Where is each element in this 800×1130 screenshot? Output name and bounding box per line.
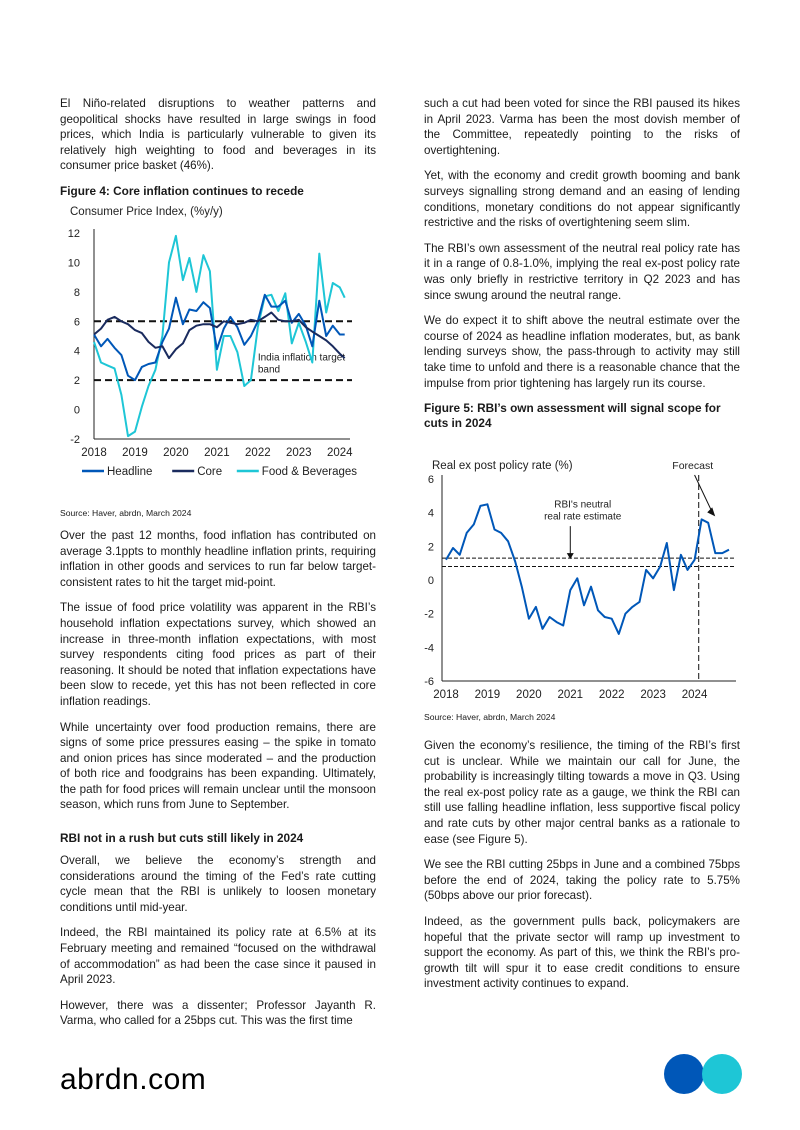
figure5-chart [424,435,740,701]
paragraph-timing: Given the economy’s resilience, the timing of the RBI’s first cut is unclear. While we maintain our call for June, the probability is increasingly tilting towards a move in Q3. Using the real ex-post policy rate as a gauge, we think the RBI can still use falling headline inflation, less supportive fiscal policy and rate cuts by other major central banks as a rationale to ease (see Figure 5). [424,739,740,846]
figure4-x-tick-6: 2024 [326,446,353,459]
section-heading: RBI not in a rush but cuts still likely in 2024 [60,831,304,846]
paragraph-overall: Overall, we believe the economy’s strength and considerations around the timing of the Fed’s rate cutting cycle mean that the RBI is unlikely to loosen monetary conditions until mid-year. [60,854,376,914]
figure5-forecast-label: Forecast [672,460,714,473]
figure4-y-tick-0: 12 [67,227,80,240]
figure4-x-tick-3: 2021 [204,446,230,459]
figure5-neutral-label-line2: real rate estimate [544,511,622,523]
figure4-y-axis-label: Consumer Price Index, (%y/y) [70,205,223,218]
figure5-neutral-label-line1: RBI's neutral [554,499,612,511]
brand-dot-cyan [702,1054,742,1094]
figure5-y-tick-6: -6 [424,676,434,689]
figure5-y-axis-label: Real ex post policy rate (%) [432,460,573,473]
figure5-x-tick-3: 2021 [557,689,584,702]
paragraph-cut-forecast: We see the RBI cutting 25bps in June and a combined 75bps before the end of 2024, taking the policy rate to 5.75% (50bps above our prior forecast). [424,858,740,903]
figure4-y-tick-2: 8 [73,286,80,299]
figure4-series-headline [94,295,345,380]
figure4-series-core [94,312,345,358]
paragraph-private-sector: Indeed, as the government pulls back, policymakers are hopeful that the private sector will ramp up investment to support the economy. As part of this, we think the RBI’s pro-growth tilt will spur it to ease credit conditions to ensure investment activity continues to expand. [424,915,740,991]
paragraph-credit-growth: Yet, with the economy and credit growth booming and bank surveys signalling strong demand and an easing of lending conditions, monetary conditions do not appear significantly restrictive and the risks of overtightening seem slim. [424,169,740,230]
figure4-y-tick-5: 2 [73,375,80,388]
paragraph-policy-rate: Indeed, the RBI maintained its policy rate at 6.5% at its February meeting and remained “focused on the withdrawal of accommodation” as had been the case since it paused in April 2023. [60,926,376,987]
figure4-y-tick-4: 4 [73,345,80,358]
paragraph-food-inflation: Over the past 12 months, food inflation has contributed on average 3.1ppts to monthly headline inflation prints, requiring inflation in other goods and services to run far below target-consistent rates to hit the target mid-point. [60,528,376,589]
figure4-x-tick-5: 2023 [286,446,312,459]
brand-dot-blue [664,1054,704,1094]
figure5-x-tick-2: 2020 [516,689,542,702]
figure4-x-tick-1: 2019 [122,446,148,459]
figure4-legend-label-1: Core [197,465,223,478]
figure4-series-food-beverages [94,236,345,436]
right-column [424,0,740,1002]
figure4-annotation-line2: band [257,364,281,376]
figure5-neutral-arrow-head [567,553,574,559]
figure5-y-tick-0: 6 [427,474,434,487]
intro-paragraph: El Niño-related disruptions to weather patterns and geopolitical shocks have resulted in large swings in food prices, which India is particularly vulnerable to given its relatively high weighting to food and beverages in its consumer price basket (46%). [60,97,376,173]
figure4-legend-label-2: Food & Beverages [261,465,358,478]
figure4-source: Source: Haver, abrdn, March 2024 [60,507,192,518]
figure4-x-tick-4: 2022 [245,446,271,459]
figure5-x-tick-1: 2019 [474,689,501,702]
figure5-x-tick-4: 2022 [598,689,625,702]
paragraph-neutral-rate: The RBI’s own assessment of the neutral real policy rate has it in a range of 0.8-1.0%, implying the real ex-post policy rate was only briefly in restrictive territory in Q2 2023 and has since swung around the neutral range. [424,241,740,302]
paragraph-dissenter: However, there was a dissenter; Professor Jayanth R. Varma, who called for a 25bps cut. This was the first time [60,998,376,1028]
figure4-x-tick-0: 2018 [81,446,107,459]
left-column [60,0,376,1039]
figure4-chart [60,203,376,503]
figure4-x-tick-2: 2020 [163,446,189,459]
figure5-forecast-arrow-head [707,507,715,516]
figure5-series-real-rate [446,504,729,634]
figure5-x-tick-6: 2024 [681,689,708,702]
paragraph-varma: such a cut had been voted for since the RBI paused its hikes in April 2023. Varma has been the most dovish member of the Committee, repeatedly pointing to the risks of overtightening. [424,97,740,157]
footer-logo: abrdn.com [60,1063,207,1096]
figure4-y-tick-3: 6 [73,316,80,329]
paragraph-food-production: While uncertainty over food production remains, there are signs of some price pressures easing – the spike in tomato and onion prices has since moderated – and the production of both rice and foodgrains has been expanding. Ultimately, the path for food prices will remain unclear until the monsoon season, which runs from June to September. [60,720,376,812]
figure5-x-tick-5: 2023 [640,689,666,702]
figure4-y-tick-6: 0 [73,404,80,417]
figure5-x-tick-0: 2018 [433,689,459,702]
figure5-y-tick-5: -4 [424,642,434,655]
figure4-y-tick-7: -2 [70,433,80,446]
figure5-y-tick-3: 0 [427,575,434,588]
figure5-y-tick-4: -2 [424,608,434,621]
figure4-annotation-line1: India inflation target [257,352,346,364]
paragraph-expectations-survey: The issue of food price volatility was apparent in the RBI’s household inflation expectations survey, which showed an increase in three-month inflation expectations, with most survey respondents citing food prices as part of their reasoning. It should be noted that inflation expectations have been slow to recede, yet this has not been reflected in core inflation readings. [60,601,376,708]
figure4-y-tick-1: 10 [67,257,80,270]
figure4-title: Figure 4: Core inflation continues to recede [60,183,304,198]
figure5-y-tick-1: 4 [427,507,434,520]
figure5-forecast-arrow-stem [695,475,714,514]
paragraph-shift-above: We do expect it to shift above the neutral estimate over the course of 2024 as headline inflation moderates, but, as bank lending surveys show, the pass-through to activity may still take time to unfold and there is a reasonable chance that the impulse from prior tightening has largely run its course. [424,314,740,390]
figure4-legend-label-0: Headline [107,465,153,478]
figure5-y-tick-2: 2 [427,541,434,554]
figure5-source: Source: Haver, abrdn, March 2024 [424,712,556,723]
figure5-title: Figure 5: RBI’s own assessment will signal scope for cuts in 2024 [424,401,721,431]
